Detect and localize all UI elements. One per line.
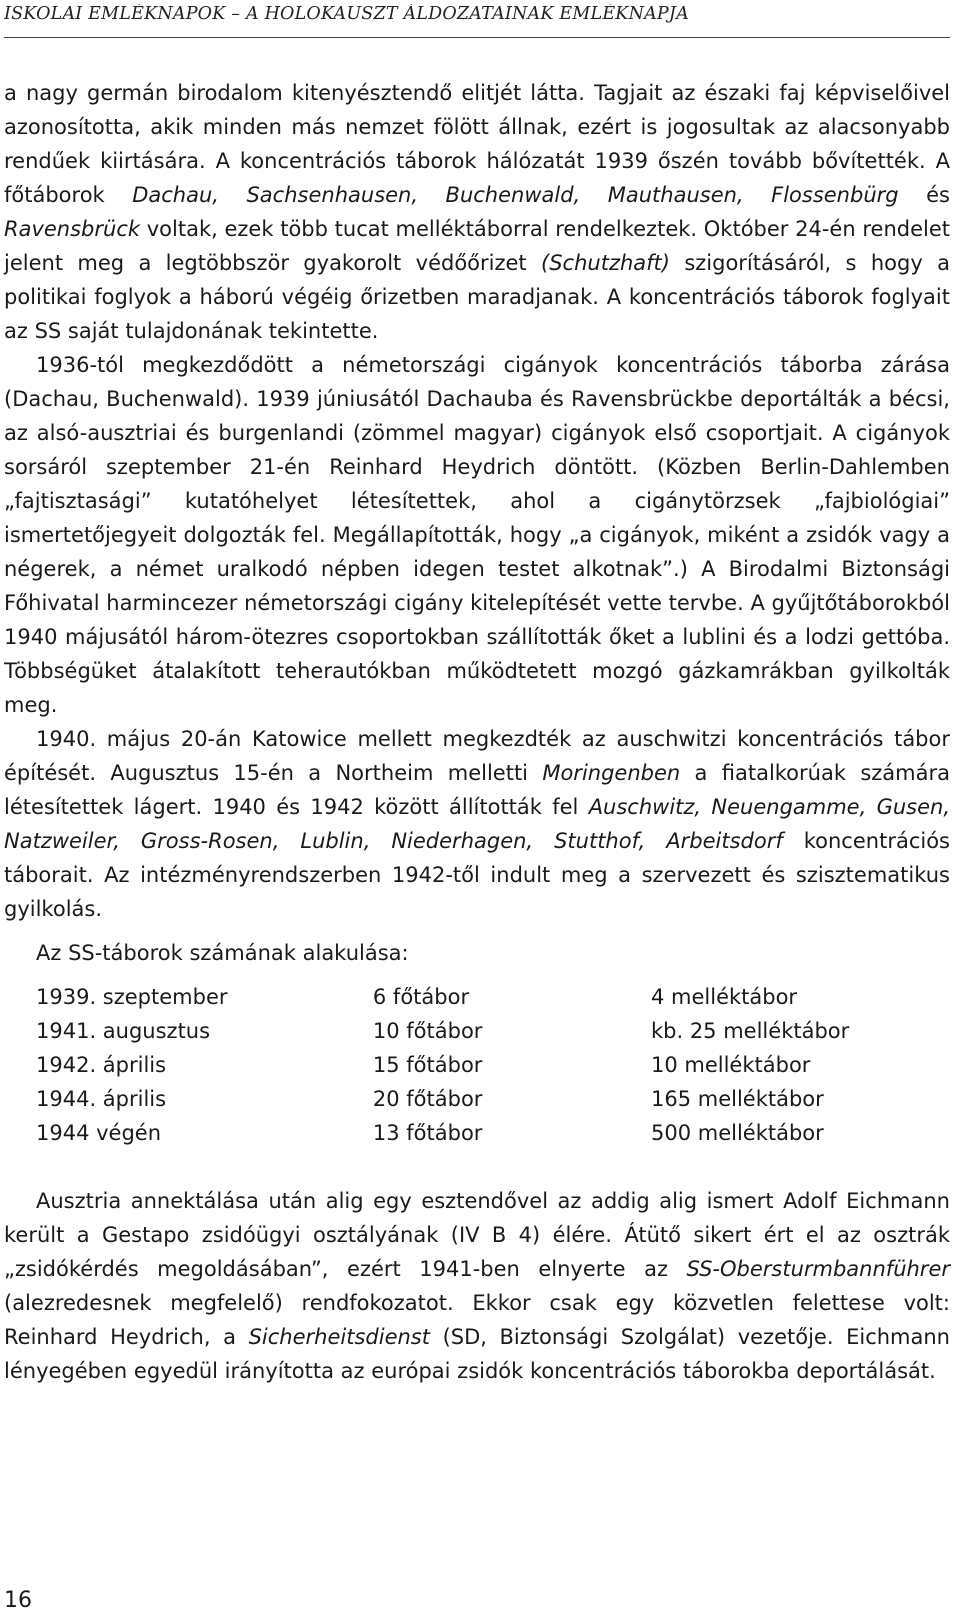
table-cell-date: 1941. augusztus [36,1019,211,1043]
section-spacer [4,1150,950,1184]
table-cell-sub-camps: 165 melléktábor [650,1087,824,1111]
paragraph-3-text-2: a fiatalkorúak számára létesítettek lágert. 1940 és 1942 között állították fel [4,761,950,819]
paragraph-1-text-3: voltak, ezek több tucat melléktáborral rendelkeztek. Október 24-én rendelet jelent meg a legtöbbször gyakorolt védőőrizet [4,217,950,275]
table-row [36,1082,950,1116]
table-cell-date: 1944. április [36,1087,167,1111]
paragraph-3-text-3: koncentrációs táborait. Az intézményrendszerben 1942-től indult meg a szervezett és szisztematikus gyilkolás. [4,829,950,921]
table-row [36,1048,950,1082]
paragraph-1-text-1: a nagy germán birodalom kitenyésztendő elitjét látta. Tagjait az északi faj képviselőivel azonosította, akik minden más nemzet fölött állnak, ezért is jogosultak az alacsonyabb rendűek kiirtására. A koncentrációs táborok hálózatát 1939 őszén tovább bővítették. A főtáborok [4,81,950,207]
table-cell-sub-camps: 4 melléktábor [650,985,798,1009]
table-cell-date: 1942. április [36,1053,167,1077]
paragraph-4-text-1: Ausztria annektálása után alig egy esztendővel az addig alig ismert Adolf Eichmann került a Gestapo zsidóügyi osztályának (IV B 4) élére. Átütő sikert ért el az osztrák „zsidókérdés megoldásában”, ezért 1941-ben elnyerte az [4,1189,950,1281]
table-cell-main-camps: 15 főtábor [372,1053,483,1077]
paragraph-2: 1936-tól megkezdődött a németországi cigányok koncentrációs táborba zárása (Dachau, Buchenwald). 1939 júniusától Dachauba és Ravensbrückbe deportálták a bécsi, az alsó-ausztriai és burgenlandi (zömmel magyar) cigányok első csoportjait. A cigányok sorsáról szeptember 21-én Reinhard Heydrich döntött. (Közben Berlin-Dahlemben „fajtisztasági” kutatóhelyet létesítettek, ahol a cigánytörzsek „fajbiológiai” ismertetőjegyeit dolgozták fel. Megállapították, hogy „a cigányok, miként a zsidók vagy a négerek, a német uralkodó népben idegen testet alkotnak”.) A Birodalmi Biztonsági Főhivatal harmincezer németországi cigány kitelepítését vette tervbe. A gyűjtőtáborokból 1940 májusától három-ötezres csoportokban szállították őket a lublini és a lodzi gettóba. Többségüket átalakított teherautókban működtetett mozgó gázkamrákban gyilkolták meg. [4,353,950,717]
camp-count-table [36,980,950,1150]
paragraph-1-italic-2: Ravensbrück [4,217,141,241]
paragraph-1-italic-1: Dachau, Sachsenhausen, Buchenwald, Mauthausen, Flossenbürg [132,183,899,207]
paragraph-4-text-2: (alezredesnek megfelelő) rendfokozatot. Ekkor csak egy közvetlen felettese volt: Reinhard Heydrich, a [4,1291,950,1349]
paragraph-1-text-2: és [898,183,950,207]
table-row [36,1014,950,1048]
table-cell-date: 1944 végén [36,1121,162,1145]
paragraph-3 [4,722,950,926]
table-cell-date: 1939. szeptember [36,985,228,1009]
table-row [36,980,950,1014]
running-header: ISKOLAI EMLÉKNAPOK – A HOLOKAUSZT ÁLDOZATAINAK EMLÉKNAPJA [4,4,689,24]
table-cell-sub-camps: 10 melléktábor [650,1053,811,1077]
paragraph-4-text-3: (SD, Biztonsági Szolgálat) vezetője. Eichmann lényegében egyedül irányította az európai zsidók koncentrációs táborokba deportálását. [4,1325,950,1383]
page-number: 16 [4,1588,32,1613]
paragraph-4-italic-1: SS-Obersturmbannführer [686,1257,950,1281]
camp-table-title: Az SS-táborok számának alakulása: [36,941,409,965]
table-cell-main-camps: 6 főtábor [372,985,470,1009]
header-rule [4,37,950,38]
paragraph-4-italic-2: Sicherheitsdienst [248,1325,430,1349]
table-row [36,1116,950,1150]
paragraph-3-text-1: 1940. május 20-án Katowice mellett megkezdték az auschwitzi koncentrációs tábor építését. Augusztus 15-én a Northeim melletti [4,727,950,785]
paragraph-1-text-4: szigorításáról, s hogy a politikai foglyok a háború végéig őrizetben maradjanak. A koncentrációs táborok foglyait az SS saját tulajdonának tekintette. [4,251,950,343]
table-cell-main-camps: 20 főtábor [372,1087,483,1111]
paragraph-1-italic-3: (Schutzhaft) [541,251,670,275]
paragraph-4 [4,1184,950,1388]
paragraph-3-italic-1: Moringenben [542,761,681,785]
table-cell-main-camps: 10 főtábor [372,1019,483,1043]
paragraph-3-italic-2: Auschwitz, Neuengamme, Gusen, Natzweiler, Gross-Rosen, Lublin, Niederhagen, Stutthof, Arbeitsdorf [4,795,950,853]
table-cell-sub-camps: 500 melléktábor [650,1121,824,1145]
paragraph-1 [4,76,950,348]
page-body [4,76,950,1388]
table-cell-main-camps: 13 főtábor [372,1121,483,1145]
table-cell-sub-camps: kb. 25 melléktábor [650,1019,850,1043]
